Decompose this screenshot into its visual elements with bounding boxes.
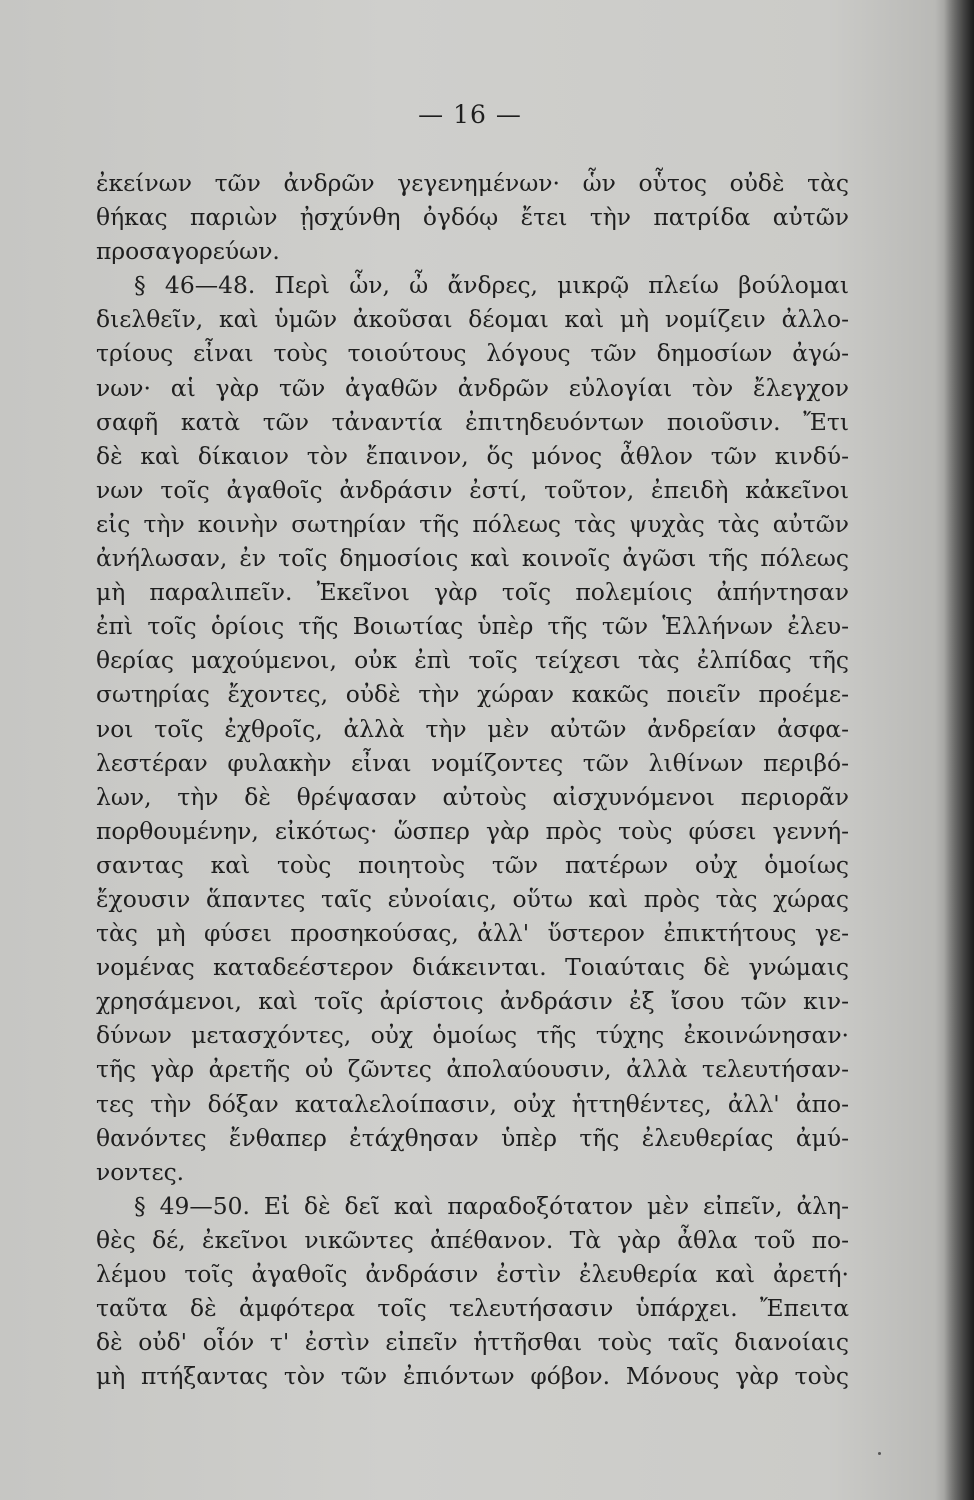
text-line: δύνων μετασχόντες, οὐχ ὁμοίως τῆς τύχης ἐκοινώνησαν· bbox=[96, 1021, 849, 1050]
text-line: μὴ παραλιπεῖν. Ἐκεῖνοι γὰρ τοῖς πολεμίοις ἀπήντησαν bbox=[96, 578, 849, 607]
text-line: θὲς δέ, ἐκεῖνοι νικῶντες ἀπέθανον. Τὰ γὰρ ἆθλα τοῦ πο- bbox=[96, 1225, 849, 1254]
text-line: δὲ οὐδ' οἷόν τ' ἐστὶν εἰπεῖν ἡττῆσθαι τοὺς ταῖς διανοίαις bbox=[96, 1328, 849, 1357]
text-line: τῆς γὰρ ἀρετῆς οὐ ζῶντες ἀπολαύουσιν, ἀλλὰ τελευτήσαν- bbox=[96, 1055, 849, 1084]
text-line: νομένας καταδεέστερον διάκεινται. Τοιαύταις δὲ γνώμαις bbox=[96, 953, 849, 982]
text-line: διελθεῖν, καὶ ὑμῶν ἀκοῦσαι δέομαι καὶ μὴ νομίζειν ἀλλο- bbox=[96, 305, 849, 334]
text-line: θερίας μαχούμενοι, οὐκ ἐπὶ τοῖς τείχεσι τὰς ἐλπίδας τῆς bbox=[96, 646, 849, 675]
text-line: τρίους εἶναι τοὺς τοιούτους λόγους τῶν δημοσίων ἀγώ- bbox=[96, 339, 849, 368]
paper-speck bbox=[878, 1452, 881, 1455]
text-line: λέμου τοῖς ἀγαθοῖς ἀνδράσιν ἐστὶν ἐλευθερία καὶ ἀρετή· bbox=[96, 1260, 849, 1288]
text-line: ἔχουσιν ἅπαντες ταῖς εὐνοίαις, οὕτω καὶ πρὸς τὰς χώρας bbox=[96, 884, 849, 913]
text-line: τὰς μὴ φύσει προσηκούσας, ἀλλ' ὕστερον ἐπικτήτους γε- bbox=[96, 919, 849, 948]
text-line: ταῦτα δὲ ἀμφότερα τοῖς τελευτήσασιν ὑπάρχει. Ἔπειτα bbox=[96, 1294, 849, 1323]
text-line: σωτηρίας ἔχοντες, οὐδὲ τὴν χώραν κακῶς ποιεῖν προέμε- bbox=[96, 680, 849, 709]
binding-shadow bbox=[944, 0, 974, 1500]
text-line: ἐπὶ τοῖς ὁρίοις τῆς Βοιωτίας ὑπὲρ τῆς τῶν Ἑλλήνων ἐλευ- bbox=[96, 612, 849, 641]
text-line: πορθουμένην, εἰκότως· ὥσπερ γὰρ πρὸς τοὺς φύσει γεννή- bbox=[96, 816, 849, 845]
body-text bbox=[96, 166, 849, 1393]
text-line: μὴ πτήξαντας τὸν τῶν ἐπιόντων φόβον. Μόνους γὰρ τοὺς bbox=[96, 1362, 849, 1391]
text-line: δὲ καὶ δίκαιον τὸν ἔπαινον, ὅς μόνος ἆθλον τῶν κινδύ- bbox=[96, 441, 849, 470]
text-line: σαφῆ κατὰ τῶν τἀναντία ἐπιτηδευόντων ποιοῦσιν. Ἔτι bbox=[96, 407, 849, 436]
text-line: εἰς τὴν κοινὴν σωτηρίαν τῆς πόλεως τὰς ψυχὰς τὰς αὐτῶν bbox=[96, 509, 849, 538]
text-line: νων· αἱ γὰρ τῶν ἀγαθῶν ἀνδρῶν εὐλογίαι τὸν ἔλεγχον bbox=[96, 373, 849, 402]
text-line: νοι τοῖς ἐχθροῖς, ἀλλὰ τὴν μὲν αὐτῶν ἀνδρείαν ἀσφα- bbox=[96, 714, 849, 743]
text-line: λων, τὴν δὲ θρέψασαν αὐτοὺς αἰσχυνόμενοι περιορᾶν bbox=[96, 782, 849, 811]
text-line: θανόντες ἔνθαπερ ἐτάχθησαν ὑπὲρ τῆς ἐλευθερίας ἀμύ- bbox=[96, 1123, 849, 1152]
text-line: ἐκείνων τῶν ἀνδρῶν γεγενημένων· ὧν οὗτος οὐδὲ τὰς bbox=[96, 169, 849, 197]
text-line: σαντας καὶ τοὺς ποιητοὺς τῶν πατέρων οὐχ ὁμοίως bbox=[96, 850, 849, 879]
text-line: προσαγορεύων. bbox=[96, 237, 280, 266]
text-line: νοντες. bbox=[96, 1157, 185, 1186]
page-number: — 16 — bbox=[418, 100, 522, 129]
text-line: ἀνήλωσαν, ἐν τοῖς δημοσίοις καὶ κοινοῖς ἀγῶσι τῆς πόλεως bbox=[96, 544, 849, 573]
text-line: θήκας παριὼν ᾐσχύνθη ὀγδόῳ ἔτει τὴν πατρίδα αὐτῶν bbox=[96, 203, 849, 232]
text-line: § 46—48. Περὶ ὧν, ὦ ἄνδρες, μικρῷ πλείω βούλομαι bbox=[134, 271, 849, 300]
text-line: χρησάμενοι, καὶ τοῖς ἀρίστοις ἀνδράσιν ἐξ ἴσου τῶν κιν- bbox=[96, 987, 849, 1016]
text-line: λεστέραν φυλακὴν εἶναι νομίζοντες τῶν λιθίνων περιβό- bbox=[96, 748, 849, 777]
text-line: § 49—50. Εἰ δὲ δεῖ καὶ παραδοξότατον μὲν εἰπεῖν, ἀλη- bbox=[134, 1191, 849, 1220]
text-line: τες τὴν δόξαν καταλελοίπασιν, οὐχ ἡττηθέντες, ἀλλ' ἀπο- bbox=[96, 1089, 849, 1118]
text-line: νων τοῖς ἀγαθοῖς ἀνδράσιν ἐστί, τοῦτον, ἐπειδὴ κἀκεῖνοι bbox=[96, 475, 849, 504]
